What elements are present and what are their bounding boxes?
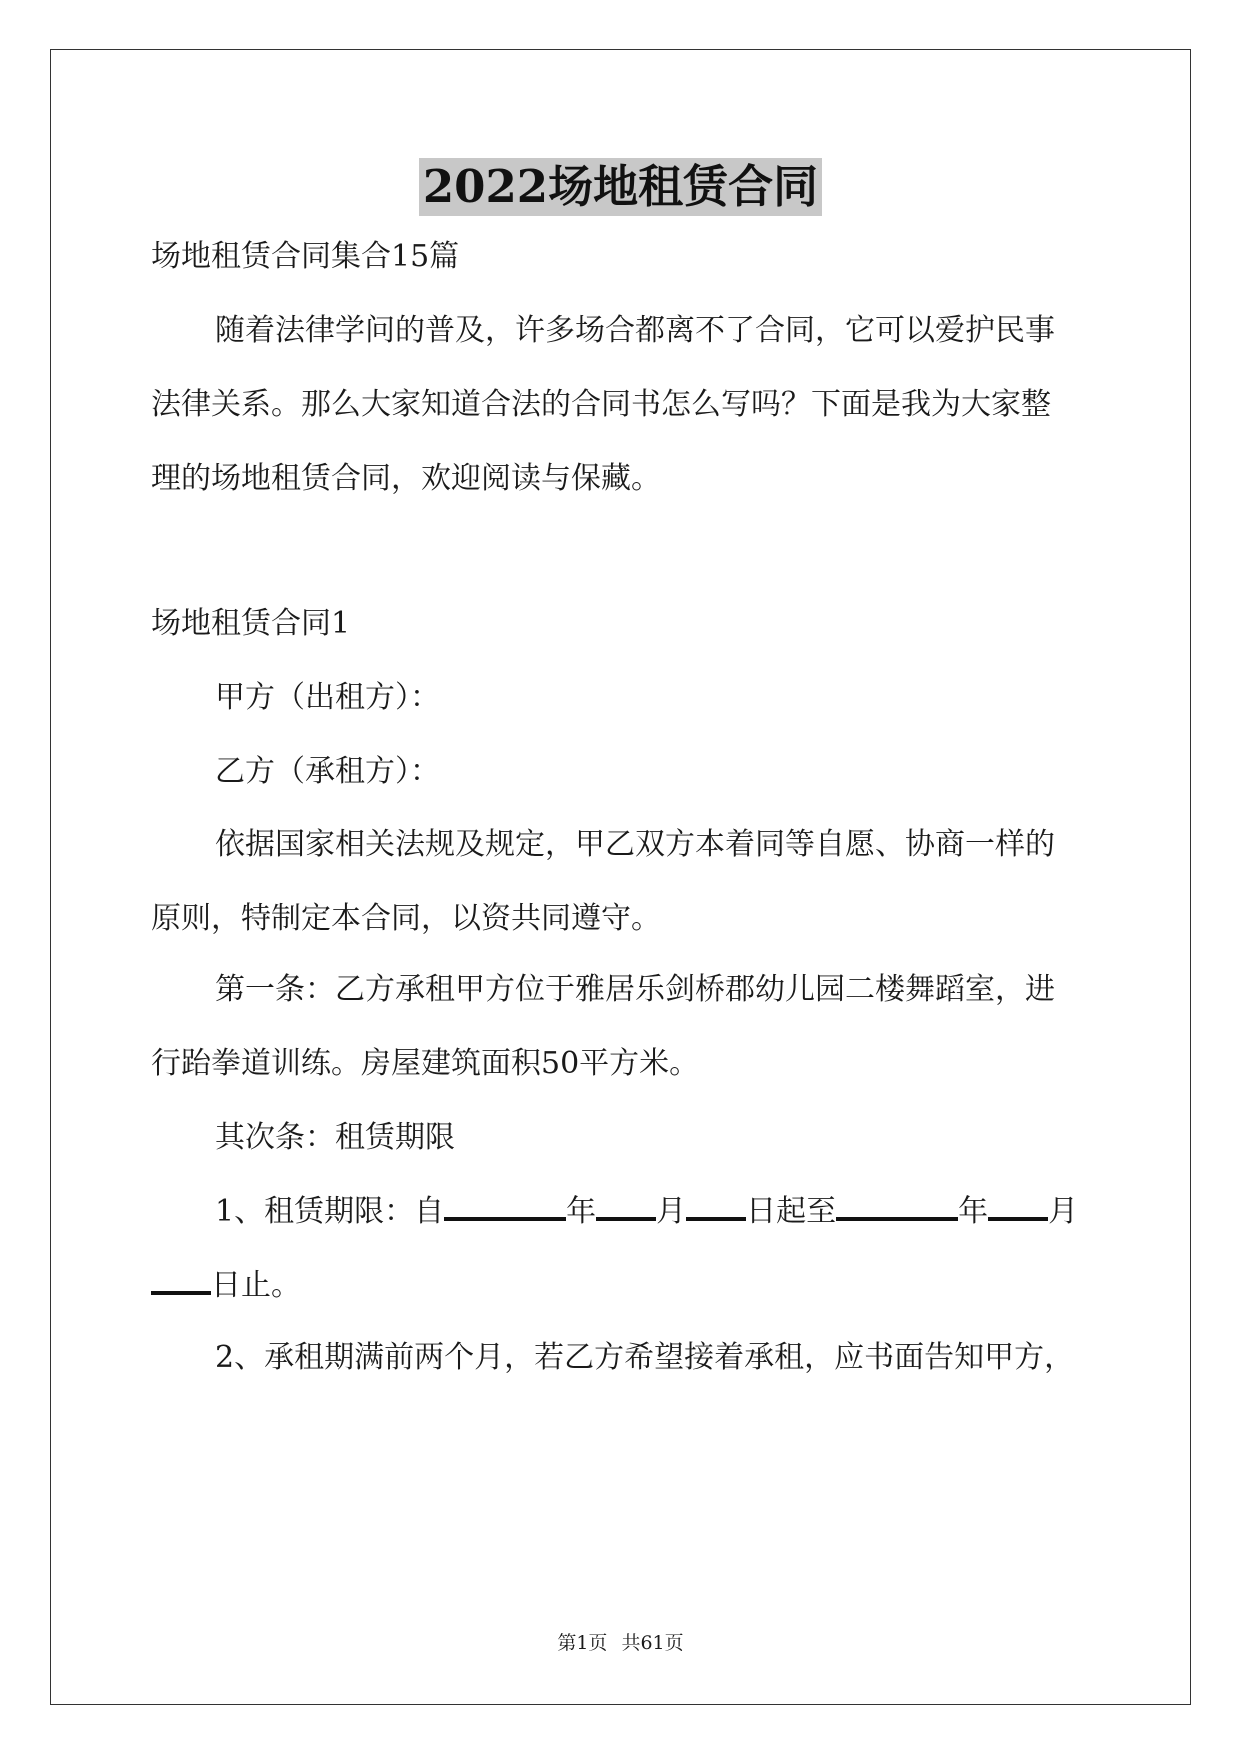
year-label: 年 (566, 1194, 597, 1229)
intro-line-3: 理的场地租赁合同，欢迎阅读与保藏。 (151, 461, 661, 496)
start-day-blank[interactable] (686, 1191, 746, 1221)
article1-line-1: 第一条：乙方承租甲方位于雅居乐剑桥郡幼儿园二楼舞蹈室，进 (215, 972, 1055, 1007)
page-border (50, 49, 1191, 1705)
article1-line-2: 行跆拳道训练。房屋建筑面积50平方米。 (151, 1046, 700, 1081)
term-line-2 (151, 1265, 301, 1306)
end-day-blank[interactable] (151, 1265, 211, 1295)
day-from-label: 日起至 (746, 1194, 837, 1229)
subtitle: 场地租赁合同集合15篇 (151, 239, 460, 274)
article2-heading: 其次条：租赁期限 (215, 1120, 455, 1155)
term-end: 日止。 (211, 1268, 301, 1303)
end-month-blank[interactable] (988, 1191, 1048, 1221)
end-year-blank[interactable] (836, 1191, 958, 1221)
start-year-blank[interactable] (444, 1191, 566, 1221)
clause-2: 2、承租期满前两个月，若乙方希望接着承租，应书面告知甲方， (215, 1340, 1075, 1375)
intro-line-1: 随着法律学问的普及，许多场合都离不了合同，它可以爱护民事 (215, 313, 1055, 348)
term-prefix: 1、租赁期限：自 (215, 1194, 445, 1229)
month2-label: 月 (1048, 1194, 1079, 1229)
title-container (0, 158, 1241, 216)
start-month-blank[interactable] (596, 1191, 656, 1221)
party-b-label: 乙方（承租方）： (215, 754, 440, 789)
term-line (215, 1191, 1078, 1232)
preamble-line-2: 原则，特制定本合同，以资共同遵守。 (151, 901, 661, 936)
intro-line-2: 法律关系。那么大家知道合法的合同书怎么写吗？下面是我为大家整 (151, 387, 1051, 422)
section-heading: 场地租赁合同1 (151, 606, 351, 641)
party-a-label: 甲方（出租方）： (215, 680, 440, 715)
page-footer (0, 1628, 1241, 1655)
month-label: 月 (656, 1194, 687, 1229)
preamble-line-1: 依据国家相关法规及规定，甲乙双方本着同等自愿、协商一样的 (215, 827, 1055, 862)
total-pages: 共61页 (621, 1632, 684, 1654)
page-number: 第1页 (557, 1632, 608, 1654)
year2-label: 年 (958, 1194, 989, 1229)
document-title: 2022场地租赁合同 (419, 158, 822, 216)
